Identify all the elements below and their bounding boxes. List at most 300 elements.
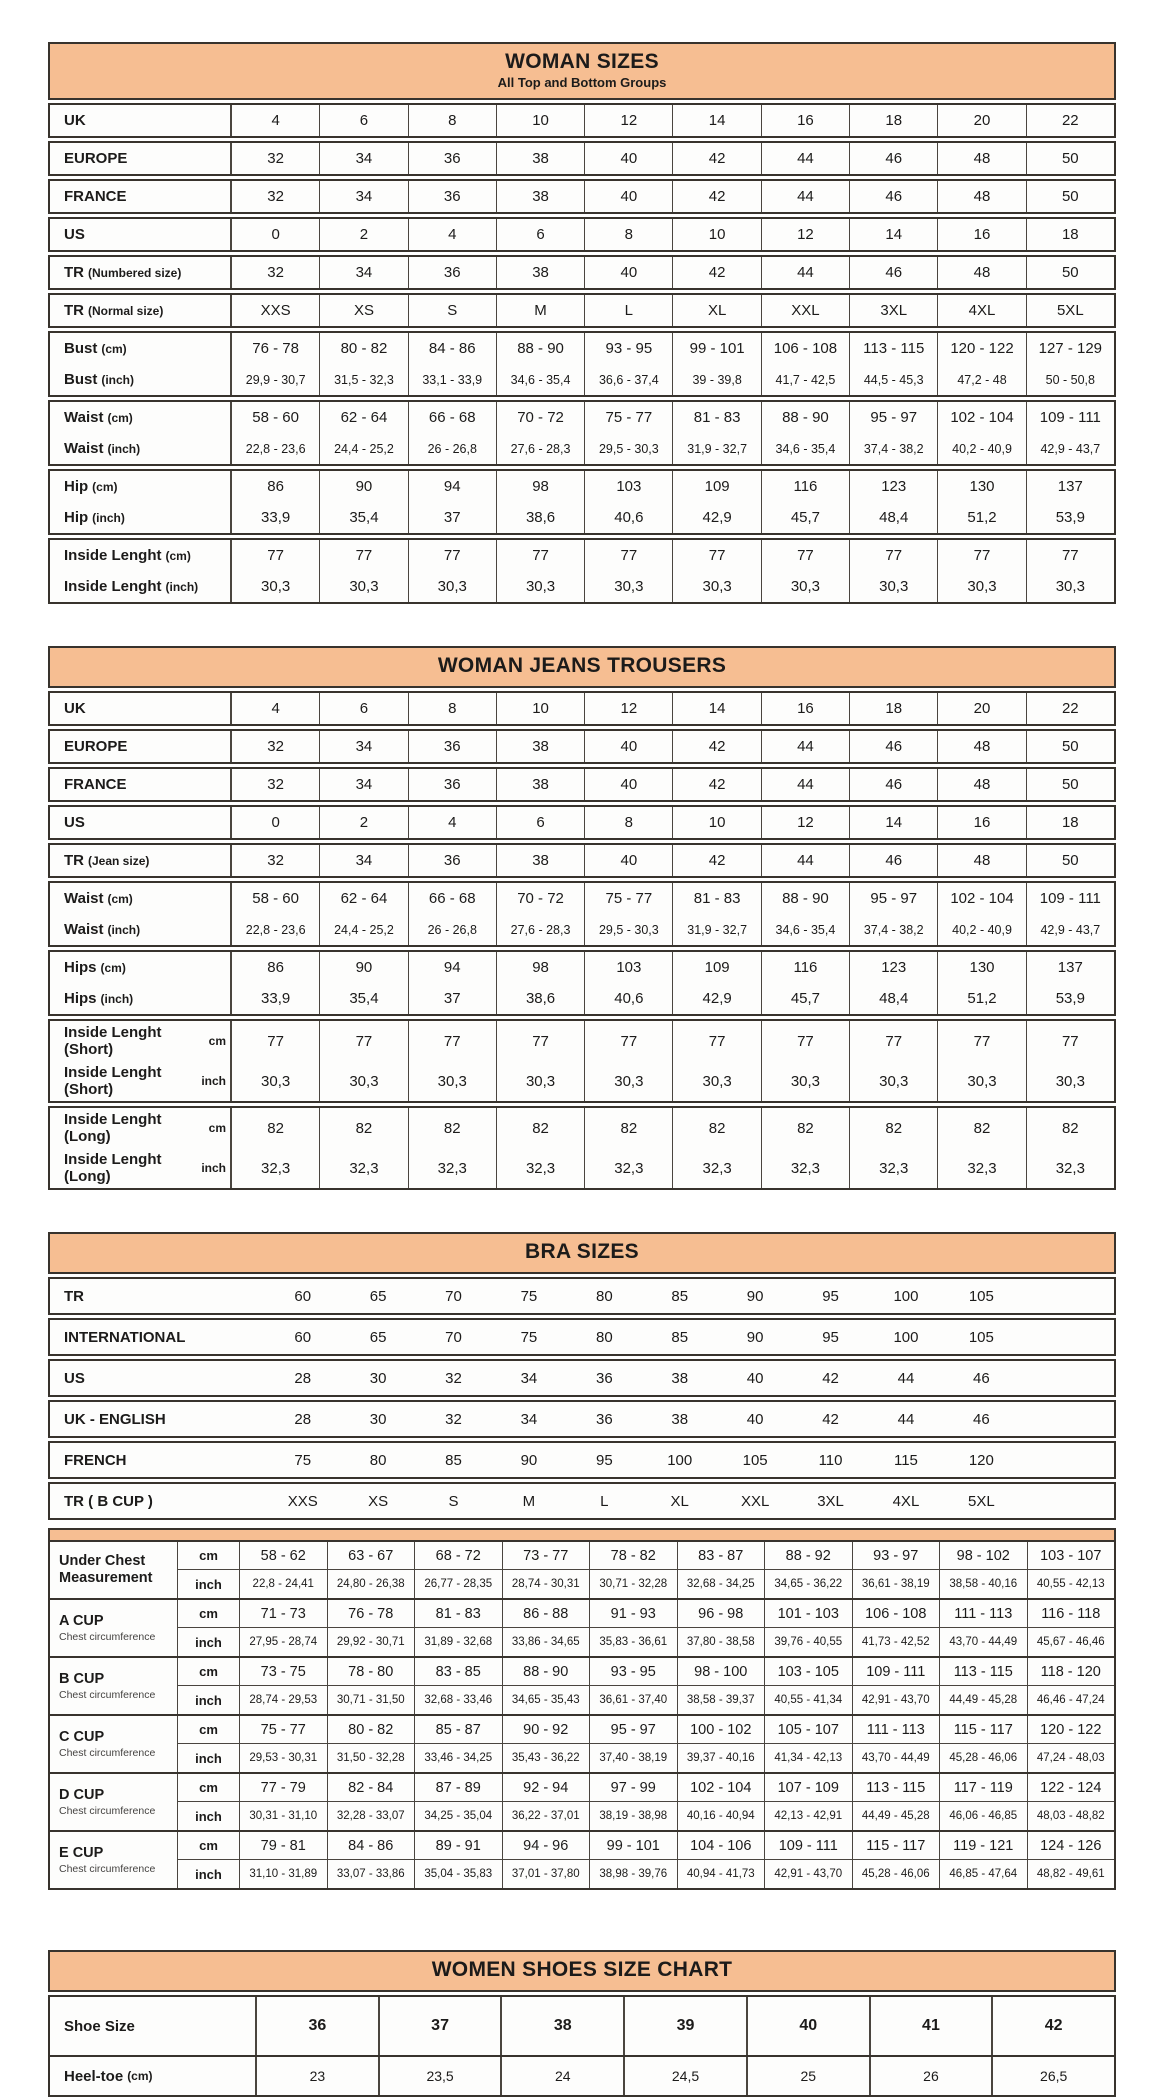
size-value-cell: 32 [232,257,320,288]
size-value-cell: 90 [320,471,408,502]
size-value-cell: XXS [287,1492,318,1510]
size-value-cell: 137 [1057,478,1083,495]
women-shoes-header [48,1950,1116,1992]
size-value-cell: 30,3 [938,571,1026,602]
size-value-cell: 46 [850,143,938,174]
size-value-cell: 46 [973,1369,990,1387]
size-value-cell: 77 [585,1021,673,1061]
table-row [178,1832,1114,1860]
size-value-cell: 34,6 - 35,4 [762,914,850,945]
row-group [48,1106,1116,1190]
size-value-cell: 48,82 - 49,61 [1036,1868,1105,1880]
row-label-unit: (inch) [107,441,141,456]
size-value-cell: 6 [320,693,408,724]
size-value-cell: 109 [673,471,761,502]
size-value-cell: 116 [762,952,850,983]
size-value-cell: 44 [762,769,850,800]
size-value-cell: 77 [320,1021,408,1061]
row-label-text: Bust [64,340,98,357]
size-value-cell: 5XL [1056,302,1084,319]
size-value-cell: 34,6 - 35,4 [762,433,850,464]
cup-table-header-band [50,1530,1114,1542]
size-value-cell: 29,53 - 30,31 [240,1744,328,1772]
row-group [48,1441,1116,1479]
size-value-cell: 116 [762,471,850,502]
size-value-cell: 3XL [850,295,938,326]
size-value-cell: 48,4 [850,983,938,1014]
size-value-cell: 40,2 - 40,9 [938,914,1026,945]
size-value-cell: 40 [746,1410,764,1428]
size-value-cell: 28 [294,1410,312,1428]
size-value-cell: 6 [320,105,408,136]
size-value-cell: 77 [585,540,673,571]
row-label-text: US [64,226,85,243]
size-value-cell: 70 - 72 [497,883,585,914]
size-value-cell: 101 - 103 [765,1600,853,1627]
size-value-cell: L [585,295,673,326]
size-value-cell: 82 [497,1108,585,1148]
row-label [50,433,232,464]
woman-jeans-table [48,646,1116,1190]
size-value-cell: 77 [320,540,408,571]
row-label-text: INTERNATIONAL [64,1328,186,1346]
row-label [50,731,232,762]
size-value-cell: 32,3 [320,1148,408,1188]
size-value-cell: 36 [409,769,497,800]
size-value-cell: 77 [1061,547,1079,564]
row-label-unit: inch [201,1161,226,1175]
size-value-cell: 77 - 79 [240,1774,328,1801]
row-label-unit: (cm) [92,479,118,494]
size-value-cell: 42,9 - 43,7 [1040,441,1101,456]
table-row [50,952,1114,983]
table-row [178,1860,1114,1888]
size-value-cell: 102 - 104 [938,402,1026,433]
size-value-cell: 4XL [938,295,1026,326]
row-label [50,143,232,174]
size-value-cell: 70 - 72 [497,402,585,433]
row-label-text: FRENCH [64,1451,127,1469]
size-value-cell: 18 [850,105,938,136]
row-label-text: Inside Lenght [64,547,162,564]
size-value-cell: 109 [673,952,761,983]
size-value-cell: 23,5 [380,2057,503,2095]
size-value-cell: 62 - 64 [320,402,408,433]
size-value-cell: 44 [762,731,850,762]
size-value-cell: 36 [409,845,497,876]
size-value-cell: XXL [762,295,850,326]
size-value-cell: 58 - 60 [232,402,320,433]
size-value-cell: 100 [667,1451,693,1469]
row-label-text: Waist [64,890,104,907]
size-value-cell: 130 [938,471,1026,502]
table-row [50,1320,1114,1354]
unit-cell: cm [178,1716,240,1743]
size-value-cell: 47,24 - 48,03 [1036,1752,1105,1764]
woman-jeans-grid [48,691,1116,1190]
size-value-cell: 32 [232,181,320,212]
size-value-cell: 35,43 - 36,22 [503,1744,591,1772]
size-value-cell: 40 [748,1997,871,2055]
size-value-cell: 32 [445,1369,462,1387]
size-value-cell: 0 [232,219,320,250]
size-value-cell: 31,9 - 32,7 [673,433,761,464]
size-value-cell: 97 - 99 [590,1774,678,1801]
row-label [50,769,232,800]
row-label-unit: (Normal size) [88,303,164,318]
size-value-cell: 50 - 50,8 [1045,372,1095,387]
size-value-cell: 14 [850,219,938,250]
row-group [48,729,1116,764]
row-label [50,1279,265,1313]
size-value-cell: 36,61 - 37,40 [590,1686,678,1714]
size-value-cell: 14 [673,105,761,136]
cup-name: D CUP [59,1787,105,1804]
row-label [50,1320,265,1354]
size-value-cell: 77 [850,1021,938,1061]
size-value-cell: 73 - 77 [503,1542,591,1569]
size-value-cell: 40 [585,731,673,762]
size-value-cell: 78 - 80 [328,1658,416,1685]
size-value-cell: 8 [585,219,673,250]
table-row [50,807,1114,838]
size-value-cell: 40 [746,1369,764,1387]
size-value-cell: 30,3 [762,571,850,602]
row-label [50,219,232,250]
size-value-cell: 71 - 73 [240,1600,328,1627]
table-row [50,295,1114,326]
size-value-cell: 42 [822,1369,839,1387]
size-value-cell: 33,1 - 33,9 [409,364,497,395]
row-label-text: UK [64,112,86,129]
table-row [50,333,1114,364]
size-value-cell: 30,3 [850,1061,938,1101]
size-value-cell: 12 [585,105,673,136]
size-value-cell: 42 [1044,2017,1063,2034]
size-value-cell: 34 [320,731,408,762]
size-value-cell: 98 [497,952,585,983]
size-value-cell: 2 [320,219,408,250]
size-value-cell: 50 [1061,150,1079,167]
size-value-cell: 77 [497,1021,585,1061]
size-value-cell: 119 - 121 [940,1832,1028,1859]
size-value-cell: 32,3 [232,1148,320,1188]
size-value-cell: 32,28 - 33,07 [328,1802,416,1830]
size-value-cell: 78 - 82 [590,1542,678,1569]
size-value-cell: 93 - 95 [585,333,673,364]
cup-label [50,1832,178,1888]
row-label [50,402,232,433]
size-value-cell: 70 [445,1328,462,1346]
size-value-cell: 29,5 - 30,3 [585,433,673,464]
size-value-cell: 41 [871,1997,994,2055]
table-row [50,731,1114,762]
size-value-cell: 16 [938,807,1026,838]
size-value-cell: 88 - 92 [765,1542,853,1569]
size-value-cell: 10 [497,105,585,136]
size-value-cell: 33,9 [232,983,320,1014]
row-group [48,767,1116,802]
cup-label [50,1600,178,1656]
size-value-cell: 44,5 - 45,3 [850,364,938,395]
unit-cell: inch [178,1860,240,1888]
unit-cell: inch [178,1686,240,1714]
size-value-cell: 77 [850,540,938,571]
row-label [50,883,232,914]
size-value-cell: 42,9 [673,983,761,1014]
size-value-cell: 35,4 [320,983,408,1014]
size-value-cell: 40,2 - 40,9 [938,433,1026,464]
row-group [48,400,1116,466]
size-value-cell: 32 [232,143,320,174]
size-value-cell: 105 [968,1328,994,1346]
size-value-cell: 100 - 102 [678,1716,766,1743]
size-value-cell: 85 [671,1328,689,1346]
unit-cell: inch [178,1628,240,1656]
size-value-cell: 24 [502,2057,625,2095]
size-value-cell: 31,89 - 32,68 [415,1628,503,1656]
size-value-cell: 8 [585,807,673,838]
size-value-cell: 77 [938,1021,1026,1061]
unit-cell: inch [178,1802,240,1830]
size-value-cell: 42 [673,769,761,800]
row-label-text: Waist [64,921,104,938]
row-group [48,538,1116,604]
size-value-cell: 110 [818,1451,843,1469]
size-value-cell: 80 [595,1287,613,1305]
size-value-cell: XXL [740,1492,770,1510]
size-value-cell: 39,37 - 40,16 [678,1744,766,1772]
row-label-text: FRANCE [64,776,127,793]
size-value-cell: 36 [409,143,497,174]
size-value-cell: 88 - 90 [762,883,850,914]
size-value-cell: 82 [320,1108,408,1148]
size-value-cell: 77 [762,1021,850,1061]
size-value-cell: 31,9 - 32,7 [673,914,761,945]
cup-label [50,1774,178,1830]
size-value-cell: 87 - 89 [415,1774,503,1801]
size-value-cell: 32,3 [1055,1159,1085,1177]
size-value-cell: 36 [409,181,497,212]
cup-group [50,1772,1114,1830]
row-label-text: US [64,1369,85,1387]
size-value-cell: 109 - 111 [1039,409,1101,426]
size-value-cell: 38,6 [497,983,585,1014]
size-value-cell: 62 - 64 [320,883,408,914]
size-value-cell: 30,3 [673,571,761,602]
size-value-cell: 79 - 81 [240,1832,328,1859]
row-label-unit: cm [208,1121,226,1135]
size-value-cell: 105 [742,1451,768,1469]
size-value-cell: 46,85 - 47,64 [940,1860,1028,1888]
size-value-cell: 116 - 118 [1041,1605,1101,1622]
size-value-cell: 50 [1061,738,1079,755]
row-label-unit: (inch) [107,922,141,937]
size-value-cell: 65 [369,1328,387,1346]
size-value-cell: 31,50 - 32,28 [328,1744,416,1772]
row-label-unit: (Jean size) [88,853,150,868]
size-value-cell: 86 [232,471,320,502]
size-value-cell: 48 [938,181,1026,212]
table-row [50,1361,1114,1395]
table-row [178,1658,1114,1686]
row-label [50,1484,265,1518]
size-value-cell: 40 [585,143,673,174]
size-value-cell: 40,55 - 41,34 [765,1686,853,1714]
size-value-cell: 46 [850,731,938,762]
size-value-cell: 12 [585,693,673,724]
size-value-cell: 50 [1061,852,1079,869]
size-value-cell: 34,25 - 35,04 [415,1802,503,1830]
size-value-cell: 34,6 - 35,4 [497,364,585,395]
size-value-cell: 75 [520,1287,538,1305]
size-value-cell: 50 [1061,264,1079,281]
size-value-cell: 37 [380,1997,503,2055]
size-value-cell: 130 [938,952,1026,983]
row-label [50,571,232,602]
size-value-cell: 76 - 78 [328,1600,416,1627]
size-value-cell: 44 [897,1369,915,1387]
size-value-cell: 53,9 [1055,509,1085,526]
size-value-cell: 75 - 77 [240,1716,328,1743]
row-label [50,105,232,136]
row-label-text: Waist [64,409,104,426]
size-value-cell: 120 - 122 [938,333,1026,364]
size-value-cell: 90 - 92 [503,1716,591,1743]
size-value-cell: 38,6 [497,502,585,533]
size-value-cell: 42 [822,1410,839,1428]
row-group [48,843,1116,878]
size-value-cell: 42,13 - 42,91 [765,1802,853,1830]
row-group [48,331,1116,397]
size-value-cell: 14 [673,693,761,724]
size-value-cell: 99 - 101 [590,1832,678,1859]
row-label-unit: inch [201,1074,226,1088]
table-title: WOMAN JEANS TROUSERS [437,654,727,677]
size-value-cell: 83 - 85 [415,1658,503,1685]
size-value-cell: 8 [409,693,497,724]
size-value-cell: 24,4 - 25,2 [320,433,408,464]
size-value-cell: 32,3 [585,1148,673,1188]
row-label [50,181,232,212]
size-value-cell: 51,2 [938,983,1026,1014]
size-value-cell: 100 [893,1328,919,1346]
size-value-cell: 30,3 [409,1061,497,1101]
size-value-cell: 84 - 86 [409,333,497,364]
row-label [50,1402,265,1436]
women-shoes-grid [48,1995,1116,2097]
size-value-cell: 18 [850,693,938,724]
size-value-cell: 37 [409,502,497,533]
size-value-cell: 44,49 - 45,28 [940,1686,1028,1714]
size-value-cell: 34 [320,845,408,876]
size-value-cell: 38 [497,845,585,876]
row-label-text: US [64,814,85,831]
size-value-cell: 32 [232,731,320,762]
size-value-cell: 43,70 - 44,49 [940,1628,1028,1656]
size-value-cell: 80 [595,1328,613,1346]
size-value-cell: 23 [257,2057,380,2095]
cup-group [50,1656,1114,1714]
row-label-text: Inside Lenght (Short) [64,1064,162,1098]
size-value-cell: 95 [822,1287,839,1305]
row-label-text: Inside Lenght (Short) [64,1024,162,1058]
size-value-cell: 105 [968,1287,994,1305]
size-value-cell: 36 [257,1997,380,2055]
size-value-cell: 99 - 101 [673,333,761,364]
table-row [50,471,1114,502]
size-value-cell: 32 [445,1410,462,1428]
size-value-cell: 127 - 129 [1038,340,1103,357]
table-row [50,1061,1114,1101]
size-value-cell: 46 [850,845,938,876]
size-value-cell: 103 - 105 [765,1658,853,1685]
size-value-cell: 29,9 - 30,7 [232,364,320,395]
size-value-cell: 35,4 [320,502,408,533]
size-value-cell: 22,8 - 23,6 [232,433,320,464]
size-value-cell: 76 - 78 [232,333,320,364]
size-value-cell: 48 [938,143,1026,174]
size-value-cell: 37 [409,983,497,1014]
row-label [50,1021,232,1061]
size-value-cell: 88 - 90 [497,333,585,364]
size-value-cell: 36 [595,1369,613,1387]
size-value-cell: 22,8 - 24,41 [240,1570,328,1598]
size-value-cell: 77 [1061,1032,1079,1050]
size-value-cell: 28 [294,1369,312,1387]
size-value-cell: 26 - 26,8 [409,433,497,464]
size-value-cell: 51,2 [938,502,1026,533]
size-value-cell: 32 [232,769,320,800]
row-label [50,1443,265,1477]
row-group [48,293,1116,328]
size-value-cell: 98 - 102 [940,1542,1028,1569]
size-value-cell: 30 [369,1369,387,1387]
size-value-cell: 70 [445,1287,462,1305]
size-value-cell: 34,65 - 36,22 [765,1570,853,1598]
size-value-cell: 40,94 - 41,73 [678,1860,766,1888]
size-value-cell: 35,83 - 36,61 [590,1628,678,1656]
size-value-cell: 30,3 [232,571,320,602]
size-value-cell: 80 [369,1451,387,1469]
size-value-cell: 30,3 [762,1061,850,1101]
size-value-cell: 58 - 60 [232,883,320,914]
size-value-cell: 28,74 - 30,31 [503,1570,591,1598]
row-label [50,1061,232,1101]
size-value-cell: 45,67 - 46,46 [1036,1636,1105,1648]
size-value-cell: 48 [938,845,1026,876]
row-group [48,1359,1116,1397]
size-value-cell: 22 [1061,700,1079,717]
row-label-unit: (cm) [165,548,191,563]
cup-label [50,1542,178,1598]
row-label-text: EUROPE [64,738,128,755]
size-value-cell: 33,9 [232,502,320,533]
row-group [48,141,1116,176]
size-value-cell: 5XL [968,1492,995,1510]
size-value-cell: 100 [893,1287,919,1305]
size-value-cell: 65 [369,1287,387,1305]
row-label-unit: (cm) [127,2069,153,2083]
row-label [50,257,232,288]
size-value-cell: 95 - 97 [590,1716,678,1743]
table-row [50,1021,1114,1061]
size-value-cell: 40,55 - 42,13 [1036,1578,1105,1590]
size-value-cell: 41,34 - 42,13 [765,1744,853,1772]
size-value-cell: 34 [320,769,408,800]
size-value-cell: 30,3 [232,1061,320,1101]
size-value-cell: 30,3 [497,571,585,602]
